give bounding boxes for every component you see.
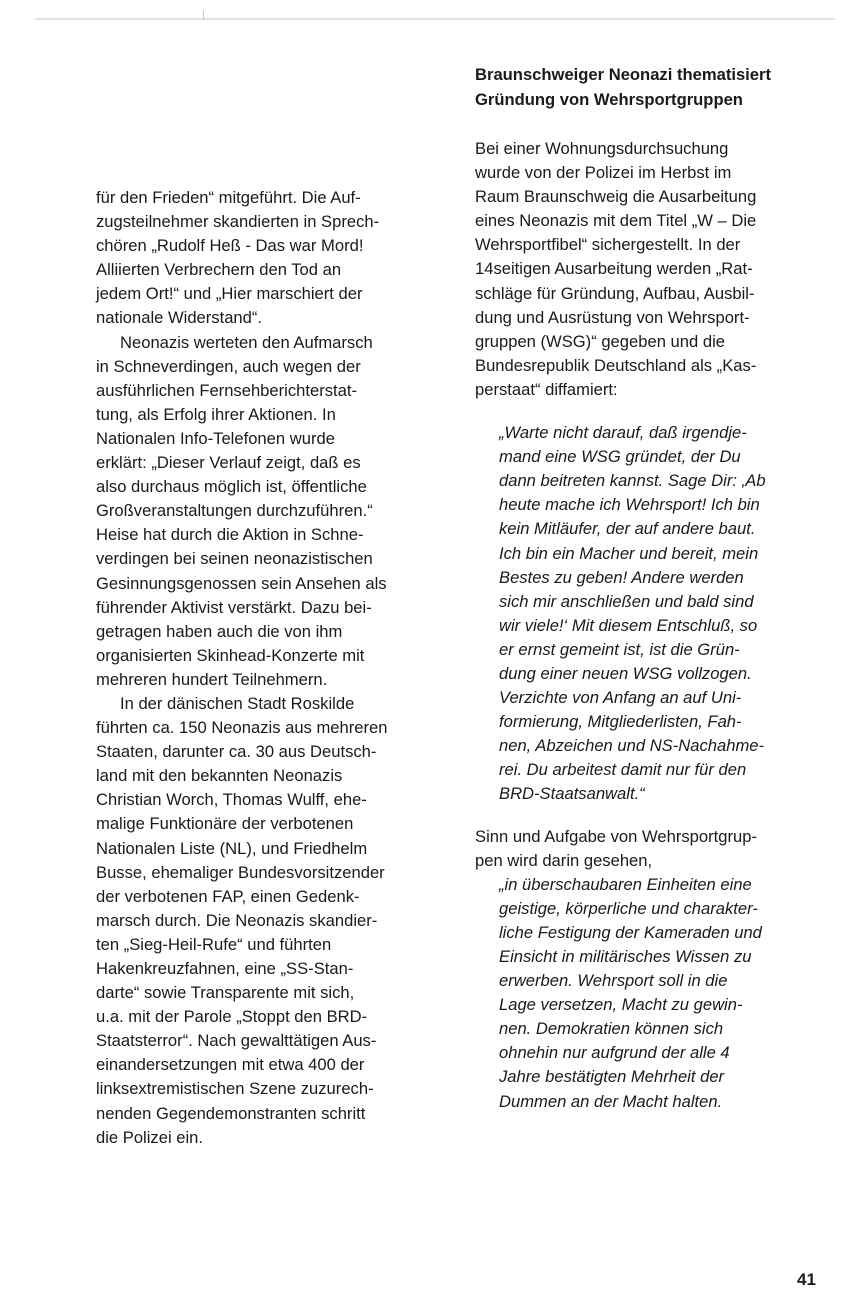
- left-line: der verbotenen FAP, einen Gedenk-: [96, 886, 360, 906]
- paragraph-line: gruppen (WSG)“ gegeben und die: [475, 331, 725, 351]
- quote-line: er ernst gemeint ist, ist die Grün-: [499, 639, 740, 659]
- quote-line: kein Mitläufer, der auf andere baut.: [499, 519, 756, 539]
- quote-line: ohnehin nur aufgrund der alle 4: [499, 1043, 730, 1063]
- quote-line: Bestes zu geben! Andere werden: [499, 567, 744, 587]
- top-rule: [35, 18, 835, 20]
- left-line: land mit den bekannten Neonazis: [96, 766, 343, 786]
- paragraph-line: Sinn und Aufgabe von Wehrsportgrup-: [475, 826, 757, 846]
- left-column: [96, 186, 442, 1150]
- paragraph-line: Bundesrepublik Deutschland als „Kas-: [475, 355, 757, 375]
- quote-line: dung einer neuen WSG vollzogen.: [499, 663, 752, 683]
- quote-block-2: [475, 873, 823, 1114]
- left-line: In der dänischen Stadt Roskilde: [120, 693, 355, 713]
- quote-line: Verzichte von Anfang an auf Uni-: [499, 688, 742, 708]
- left-line: führender Aktivist verstärkt. Dazu bei-: [96, 597, 372, 617]
- quote-line: Jahre bestätigten Mehrheit der: [499, 1067, 725, 1087]
- left-line: Staaten, darunter ca. 30 aus Deutsch-: [96, 742, 377, 762]
- paragraph-line: pen wird darin gesehen,: [475, 850, 653, 870]
- quote-line: geistige, körperliche und charakter-: [499, 898, 758, 918]
- quote-line: sich mir anschließen und bald sind: [499, 591, 754, 611]
- left-line: malige Funktionäre der verbotenen: [96, 814, 354, 834]
- quote-line: BRD-Staatsanwalt.“: [499, 784, 645, 804]
- paragraph-line: perstaat“ diffamiert:: [475, 379, 618, 399]
- left-line: organisierten Skinhead-Konzerte mit: [96, 645, 365, 665]
- left-line: Christian Worch, Thomas Wulff, ehe-: [96, 790, 367, 810]
- left-line: Großveranstaltungen durchzuführen.“: [96, 501, 373, 521]
- left-line: tung, als Erfolg ihrer Aktionen. In: [96, 404, 336, 424]
- left-line: ten „Sieg-Heil-Rufe“ und führten: [96, 934, 332, 954]
- left-line: getragen haben auch die von ihm: [96, 621, 343, 641]
- quote-line: rei. Du arbeitest damit nur für den: [499, 760, 747, 780]
- paragraph-2: [475, 825, 823, 873]
- left-line: chören „Rudolf Heß - Das war Mord!: [96, 236, 364, 256]
- page-number: 41: [797, 1270, 816, 1289]
- quote-line: nen. Demokratien können sich: [499, 1019, 724, 1039]
- left-line: nationale Widerstand“.: [96, 308, 263, 328]
- left-line: Staatsterror“. Nach gewalttätigen Aus-: [96, 1031, 377, 1051]
- quote-block-1: [475, 421, 823, 807]
- paragraph-line: Wehrsportfibel“ sichergestellt. In der: [475, 235, 741, 255]
- left-line: nenden Gegendemonstranten schritt: [96, 1103, 366, 1123]
- paragraph-line: 14seitigen Ausarbeitung werden „Rat-: [475, 259, 753, 279]
- quote-line: „in überschaubaren Einheiten eine: [499, 874, 752, 894]
- quote-line: liche Festigung der Kameraden und: [499, 922, 762, 942]
- quote-line: nen, Abzeichen und NS-Nachahme-: [499, 736, 765, 756]
- left-line: ausführlichen Fernsehberichterstat-: [96, 380, 358, 400]
- left-line: Hakenkreuzfahnen, eine „SS-Stan-: [96, 959, 354, 978]
- left-line: mehreren hundert Teilnehmern.: [96, 669, 328, 689]
- quote-line: formierung, Mitgliederlisten, Fah-: [499, 712, 742, 732]
- left-line: Busse, ehemaliger Bundesvorsitzender: [96, 862, 385, 882]
- left-line: Heise hat durch die Aktion in Schne-: [96, 525, 364, 545]
- quote-line: Ich bin ein Macher und bereit, mein: [499, 543, 759, 563]
- left-line: Alliierten Verbrechern den Tod an: [96, 260, 342, 280]
- quote-line: erwerben. Wehrsport soll in die: [499, 971, 728, 991]
- left-line: u.a. mit der Parole „Stoppt den BRD-: [96, 1007, 368, 1027]
- heading-line: Braunschweiger Neonazi thematisiert: [475, 65, 772, 84]
- left-line: Gesinnungsgenossen sein Ansehen als: [96, 573, 387, 593]
- quote-line: mand eine WSG gründet, der Du: [499, 447, 741, 467]
- paragraph-line: Raum Braunschweig die Ausarbeitung: [475, 187, 757, 207]
- quote-line: Einsicht in militärisches Wissen zu: [499, 947, 752, 966]
- left-line: jedem Ort!“ und „Hier marschiert der: [96, 284, 363, 304]
- quote-line: „Warte nicht darauf, daß irgendje-: [499, 423, 747, 443]
- paragraph-line: Bei einer Wohnungsdurchsuchung: [475, 139, 729, 158]
- left-line: erklärt: „Dieser Verlauf zeigt, daß es: [96, 453, 361, 473]
- left-line: in Schneverdingen, auch wegen der: [96, 356, 361, 376]
- left-line: darte“ sowie Transparente mit sich,: [96, 983, 355, 1003]
- heading-line: Gründung von Wehrsportgruppen: [475, 89, 743, 109]
- section-heading: [475, 63, 823, 112]
- quote-line: Lage versetzen, Macht zu gewin-: [499, 995, 743, 1015]
- right-column: [475, 63, 823, 1114]
- left-line: verdingen bei seinen neonazistischen: [96, 549, 373, 569]
- paragraph-line: schläge für Gründung, Aufbau, Ausbil-: [475, 283, 755, 303]
- quote-line: heute mache ich Wehrsport! Ich bin: [499, 495, 760, 515]
- top-tick-mark: [203, 10, 204, 20]
- left-line: führten ca. 150 Neonazis aus mehreren: [96, 718, 388, 738]
- left-line: Neonazis werteten den Aufmarsch: [120, 332, 373, 352]
- left-line: Nationalen Info-Telefonen wurde: [96, 428, 335, 448]
- quote-line: Dummen an der Macht halten.: [499, 1091, 723, 1111]
- left-line: linksextremistischen Szene zuzurech-: [96, 1079, 374, 1099]
- paragraph-line: eines Neonazis mit dem Titel „W – Die: [475, 211, 757, 231]
- left-line: Nationalen Liste (NL), und Friedhelm: [96, 838, 368, 858]
- paragraph-line: wurde von der Polizei im Herbst im: [475, 163, 732, 183]
- left-line: also durchaus möglich ist, öffentliche: [96, 477, 367, 497]
- paragraph-line: dung und Ausrüstung von Wehrsport-: [475, 307, 750, 327]
- left-line: für den Frieden“ mitgeführt. Die Auf-: [96, 188, 361, 207]
- left-line: marsch durch. Die Neonazis skandier-: [96, 910, 378, 930]
- left-line: zugsteilnehmer skandierten in Sprech-: [96, 212, 380, 232]
- paragraph-1: [475, 137, 823, 402]
- quote-line: wir viele!‘ Mit diesem Entschluß, so: [499, 615, 758, 635]
- left-line: einandersetzungen mit etwa 400 der: [96, 1055, 365, 1075]
- quote-line: dann beitreten kannst. Sage Dir: ‚Ab: [499, 471, 766, 491]
- left-line: die Polizei ein.: [96, 1127, 204, 1147]
